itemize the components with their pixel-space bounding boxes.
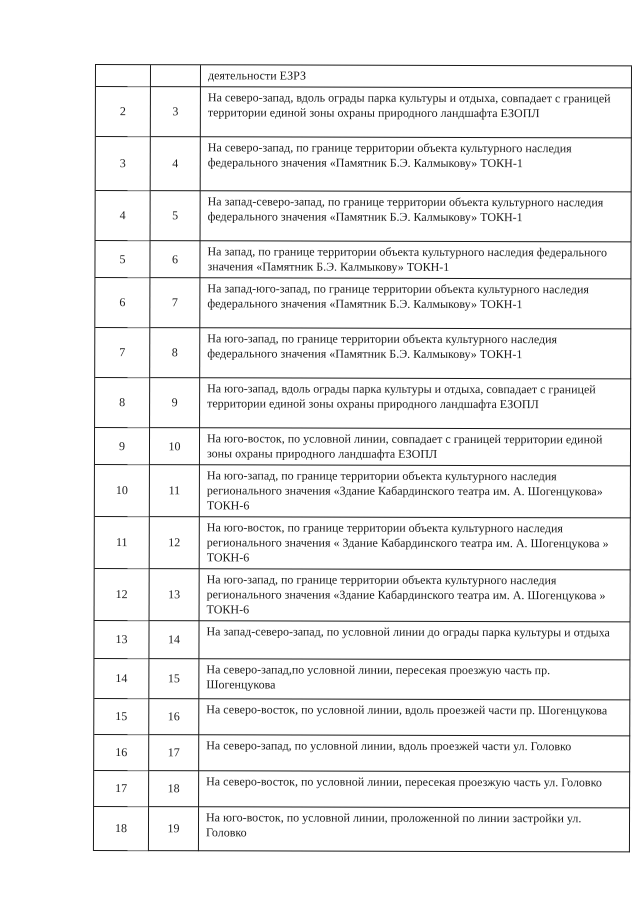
point-end-cell: 10 xyxy=(150,428,200,465)
description-cell: На северо-запад, по условной линии, вдоль проезжей части ул. Головко xyxy=(199,735,630,772)
description-cell: На юго-восток, по условной линии, проложенной по линии застройки ул. Головко xyxy=(199,807,630,852)
point-end-cell: 8 xyxy=(150,328,200,378)
table-row xyxy=(94,659,630,700)
description-cell: На северо-запад,по условной линии, пересекая проезжую часть пр. Шогенцукова xyxy=(199,659,630,700)
point-end-cell: 3 xyxy=(151,87,201,137)
point-end-cell: 15 xyxy=(149,659,199,699)
point-start-cell: 12 xyxy=(95,569,150,621)
point-start-cell xyxy=(96,65,151,87)
description-cell: На северо-запад, по границе территории объекта культурного наследия федерального значения «Памятник Б.Э. Калмыкову» ТОКН-1 xyxy=(201,137,632,192)
description-cell: деятельности ЕЗРЗ xyxy=(201,65,632,88)
point-start-cell: 6 xyxy=(95,278,150,328)
point-end-cell: 6 xyxy=(150,241,200,278)
point-end-cell: 19 xyxy=(149,807,199,851)
point-end-cell xyxy=(151,65,201,87)
point-start-cell: 14 xyxy=(94,659,149,699)
point-end-cell: 12 xyxy=(150,517,200,569)
point-start-cell: 15 xyxy=(94,699,149,735)
table-row xyxy=(95,241,631,279)
point-start-cell: 3 xyxy=(96,137,151,191)
point-end-cell: 9 xyxy=(150,378,200,428)
point-start-cell: 11 xyxy=(95,517,150,569)
point-end-cell: 18 xyxy=(149,771,199,807)
table-row xyxy=(96,65,632,88)
point-start-cell: 7 xyxy=(95,328,150,378)
description-cell: На юго-восток, по границе территории объекта культурного наследия регионального значения « Здание Кабардинского театра им. А. Шогенцукова » ТОКН-6 xyxy=(200,517,631,570)
table-row xyxy=(96,137,632,192)
table-row xyxy=(95,517,631,570)
description-cell: На запад-северо-запад, по границе территории объекта культурного наследия федерального значения «Памятник Б.Э. Калмыкову» ТОКН-1 xyxy=(201,191,632,242)
point-start-cell: 18 xyxy=(94,807,149,851)
table-row xyxy=(95,569,631,622)
point-start-cell: 17 xyxy=(94,771,149,807)
point-start-cell: 2 xyxy=(96,87,151,137)
table-row xyxy=(94,735,630,772)
point-start-cell: 9 xyxy=(95,428,150,465)
description-cell: На юго-запад, по границе территории объекта культурного наследия федерального значения «Памятник Б.Э. Калмыкову» ТОКН-1 xyxy=(200,328,631,379)
point-end-cell: 4 xyxy=(151,137,201,191)
table-row xyxy=(94,699,630,736)
boundary-description-table xyxy=(93,64,632,852)
table-row xyxy=(94,771,630,808)
table-row xyxy=(94,621,630,660)
table-row xyxy=(94,807,630,852)
point-start-cell: 4 xyxy=(96,191,151,241)
description-cell: На северо-восток, по условной линии, пересекая проезжую часть ул. Головко xyxy=(199,771,630,808)
point-start-cell: 10 xyxy=(95,465,150,517)
point-end-cell: 17 xyxy=(149,735,199,771)
description-cell: На юго-запад, по границе территории объекта культурного наследия регионального значения «Здание Кабардинского театра им. А. Шогенцукова» ТОКН-6 xyxy=(200,465,631,518)
point-end-cell: 7 xyxy=(150,278,200,328)
point-start-cell: 16 xyxy=(94,735,149,771)
table-row xyxy=(95,278,631,329)
table-row xyxy=(96,191,632,242)
description-cell: На запад, по границе территории объекта культурного наследия федерального значения «Памятник Б.Э. Калмыкову» ТОКН-1 xyxy=(200,241,631,279)
point-end-cell: 14 xyxy=(149,621,199,659)
point-start-cell: 8 xyxy=(95,378,150,428)
point-start-cell: 5 xyxy=(95,241,150,278)
table-row xyxy=(95,328,631,379)
description-cell: На северо-восток, по условной линии, вдоль проезжей части пр. Шогенцукова xyxy=(199,699,630,736)
description-cell: На юго-запад, по границе территории объекта культурного наследия регионального значения «Здание Кабардинского театра им. А. Шогенцукова » ТОКН-6 xyxy=(200,569,631,622)
description-cell: На запад-юго-запад, по границе территории объекта культурного наследия федерального значения «Памятник Б.Э. Калмыкову» ТОКН-1 xyxy=(200,278,631,329)
point-start-cell: 13 xyxy=(94,621,149,659)
point-end-cell: 16 xyxy=(149,699,199,735)
description-cell: На юго-восток, по условной линии, совпадает с границей территории единой зоны охраны природного ландшафта ЕЗОПЛ xyxy=(200,428,631,466)
table-row xyxy=(95,378,631,429)
point-end-cell: 5 xyxy=(151,191,201,241)
description-cell: На юго-запад, вдоль ограды парка культуры и отдыха, совпадает с границей территории единой зоны охраны природного ландшафта ЕЗОПЛ xyxy=(200,378,631,429)
description-cell: На запад-северо-запад, по условной линии до ограды парка культуры и отдыха xyxy=(199,621,630,660)
point-end-cell: 11 xyxy=(150,465,200,517)
table-row xyxy=(95,465,631,518)
description-cell: На северо-запад, вдоль ограды парка культуры и отдыха, совпадает с границей территории единой зоны охраны природного ландшафта ЕЗОПЛ xyxy=(201,87,632,138)
table-row xyxy=(95,428,631,466)
point-end-cell: 13 xyxy=(150,569,200,621)
table-row xyxy=(96,87,632,138)
